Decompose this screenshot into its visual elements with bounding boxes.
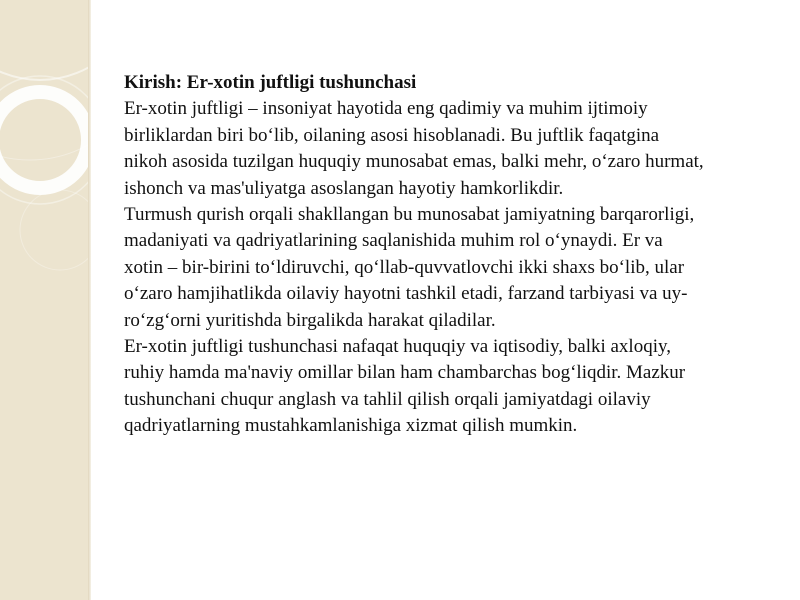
slide-heading: Kirish: Er-xotin juftligi tushunchasi (124, 72, 417, 93)
decor-ring-large (0, 0, 88, 80)
paragraph-2: Turmush qurish orqali shakllangan bu munosabat jamiyatning barqarorligi, madaniyati va qadriyatlarining saqlanishida muhim rol o‘ynaydi. Er va xotin – bir-birini to‘ldiruvchi, qo‘llab-quvvatlovchi ikki shaxs bo‘lib, ular o‘zaro hamjihatlikda oilaviy hayotni tashkil etadi, farzand tarbiyasi va uy-ro‘zg‘orni yuritishda birgalikda harakat qiladilar. (124, 204, 695, 331)
paragraph-1: Er-xotin juftligi – insoniyat hayotida eng qadimiy va muhim ijtimoiy birliklardan biri bo‘lib, oilaning asosi hisoblanadi. Bu juftlik faqatgina nikoh asosida tuzilgan huquqiy munosabat emas, balki mehr, o‘zaro hurmat, ishonch va mas'uliyatga asoslangan hayotiy hamkorlikdir. (124, 98, 704, 199)
decor-ring-thick (0, 92, 88, 188)
paragraph-3: Er-xotin juftligi tushunchasi nafaqat huquqiy va iqtisodiy, balki axloqiy, ruhiy hamda ma'naviy omillar bilan ham chambarchas bog‘liqdir. Mazkur tushunchani chuqur anglash va tahlil qilish orqali jamiyatdagi oilaviy qadriyatlarning mustahkamlanishiga xizmat qilish mumkin. (124, 336, 686, 437)
slide-content (124, 70, 704, 440)
decorative-rings (0, 0, 88, 600)
side-panel-edge (88, 0, 91, 600)
side-decor-panel (0, 0, 88, 600)
